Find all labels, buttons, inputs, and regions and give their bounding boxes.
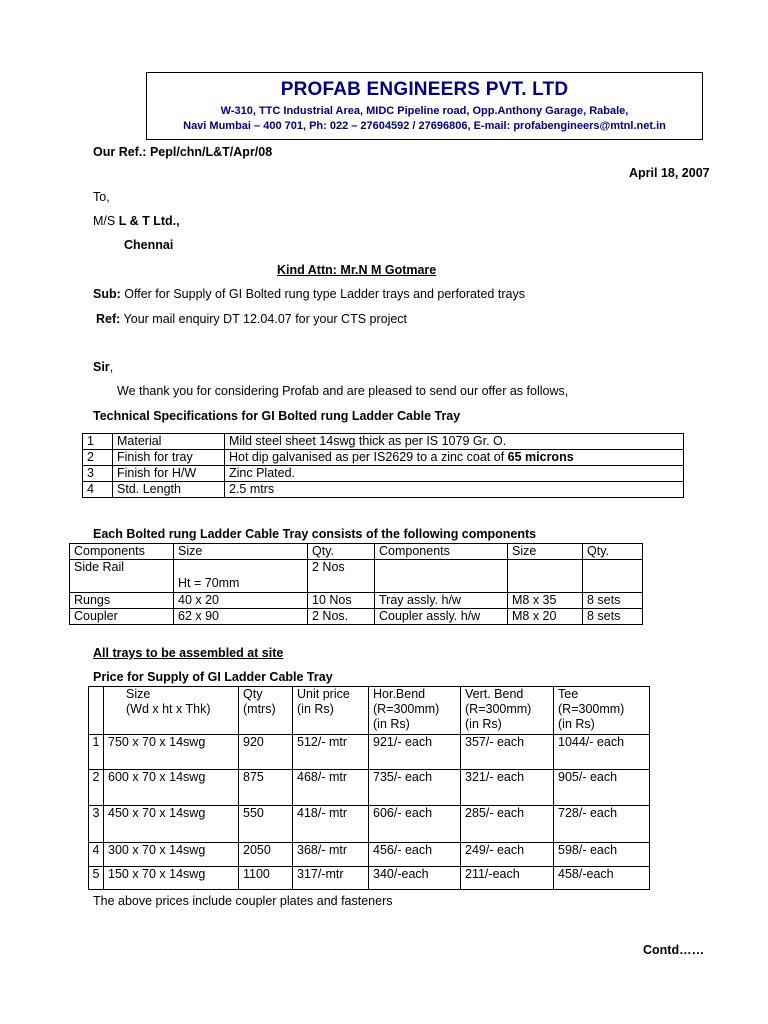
column-header: Qty.: [308, 544, 375, 560]
spec-item: Finish for tray: [113, 450, 225, 466]
vert-bend-price: 321/- each: [461, 770, 554, 806]
column-header: Size: [508, 544, 583, 560]
row-number: 5: [89, 867, 104, 890]
column-header-unit-price: [293, 687, 369, 735]
price-table: [88, 686, 650, 890]
ms-prefix: M/S: [93, 214, 119, 228]
header-line: Size: [126, 687, 151, 701]
salutation: [93, 360, 113, 374]
addressee-city: Chennai: [124, 238, 174, 252]
tray-qty: 2050: [239, 843, 293, 867]
component-name: Coupler: [70, 609, 174, 625]
component-name: Coupler assly. h/w: [375, 609, 508, 625]
column-header-no: [89, 687, 104, 735]
component-qty: 8 sets: [583, 609, 643, 625]
subject-text: Offer for Supply of GI Bolted rung type Ladder trays and perforated trays: [120, 287, 525, 301]
salutation-comma: ,: [109, 360, 114, 374]
row-number: 3: [89, 806, 104, 843]
table-row: [83, 450, 684, 466]
salutation-word: Sir: [93, 360, 110, 374]
spec-value-text: Hot dip galvanised as per IS2629 to a zinc coat of: [229, 450, 508, 464]
spec-value: [225, 482, 684, 498]
component-qty: 8 sets: [583, 593, 643, 609]
addressee-company: L & T Ltd.,: [118, 214, 180, 228]
component-name: Side Rail: [70, 560, 174, 593]
spec-no: 3: [83, 466, 113, 482]
tray-size: 600 x 70 x 14swg: [104, 770, 239, 806]
to-line: To,: [93, 190, 110, 204]
column-header: Size: [174, 544, 308, 560]
spec-no: 1: [83, 434, 113, 450]
assembly-note: All trays to be assembled at site: [93, 646, 284, 660]
row-number: 2: [89, 770, 104, 806]
letter-date: April 18, 2007: [629, 166, 710, 180]
tray-size: 300 x 70 x 14swg: [104, 843, 239, 867]
table-row: [89, 843, 650, 867]
header-line: Hor.Bend: [373, 687, 426, 701]
hor-bend-price: 340/-each: [369, 867, 461, 890]
spec-item: Finish for H/W: [113, 466, 225, 482]
component-size: M8 x 20: [508, 609, 583, 625]
header-line: (in Rs): [558, 717, 595, 731]
table-row: [83, 482, 684, 498]
header-line: (R=300mm): [373, 702, 440, 716]
column-header-vert-bend: [461, 687, 554, 735]
unit-price: 418/- mtr: [293, 806, 369, 843]
tray-qty: 920: [239, 735, 293, 770]
table-row: [70, 593, 643, 609]
hor-bend-price: 735/- each: [369, 770, 461, 806]
vert-bend-price: 249/- each: [461, 843, 554, 867]
header-line: (R=300mm): [558, 702, 625, 716]
hor-bend-price: 456/- each: [369, 843, 461, 867]
tee-price: 728/- each: [554, 806, 650, 843]
subject-line: [93, 287, 525, 301]
header-line: (in Rs): [373, 717, 410, 731]
continued-marker: Contd……: [643, 943, 705, 957]
reference-line: [96, 312, 407, 326]
header-line: Vert. Bend: [465, 687, 524, 701]
company-name: PROFAB ENGINEERS PVT. LTD: [280, 79, 569, 100]
tray-qty: 1100: [239, 867, 293, 890]
hor-bend-price: 921/- each: [369, 735, 461, 770]
vert-bend-price: 285/- each: [461, 806, 554, 843]
tray-size: 150 x 70 x 14swg: [104, 867, 239, 890]
component-size: 62 x 90: [174, 609, 308, 625]
component-size-line: Ht = 70mm: [178, 576, 240, 590]
table-row: [89, 867, 650, 890]
vert-bend-price: 211/-each: [461, 867, 554, 890]
row-number: 1: [89, 735, 104, 770]
tray-qty: 875: [239, 770, 293, 806]
header-line: (in Rs): [465, 717, 502, 731]
addressee-line: [93, 214, 180, 228]
our-ref: Our Ref.: Pepl/chn/L&T/Apr/08: [93, 145, 273, 159]
letterhead: [146, 72, 703, 140]
spec-value: [225, 434, 684, 450]
spec-value-text: 2.5 mtrs: [229, 482, 275, 496]
spec-title: Technical Specifications for GI Bolted rung Ladder Cable Tray: [93, 409, 461, 423]
component-name: Tray assly. h/w: [375, 593, 508, 609]
subject-label: Sub:: [93, 287, 121, 301]
component-qty: [583, 560, 643, 593]
spec-value: [225, 450, 684, 466]
header-line: Tee: [558, 687, 579, 701]
header-line: (R=300mm): [465, 702, 532, 716]
table-header-row: [89, 687, 650, 735]
unit-price: 512/- mtr: [293, 735, 369, 770]
spec-no: 2: [83, 450, 113, 466]
reference-label: Ref:: [96, 312, 121, 326]
column-header: Components: [375, 544, 508, 560]
table-row: [70, 560, 643, 593]
components-title: Each Bolted rung Ladder Cable Tray consists of the following components: [93, 527, 537, 541]
table-row: [89, 770, 650, 806]
column-header-qty: [239, 687, 293, 735]
header-line: (mtrs): [243, 702, 276, 716]
table-row: [83, 434, 684, 450]
header-line: Unit price: [297, 687, 350, 701]
table-row: [83, 466, 684, 482]
column-header-hor-bend: [369, 687, 461, 735]
component-qty: 2 Nos.: [308, 609, 375, 625]
column-header-size: [104, 687, 239, 735]
component-qty: 10 Nos: [308, 593, 375, 609]
component-size: [508, 560, 583, 593]
tee-price: 598/- each: [554, 843, 650, 867]
tee-price: 458/-each: [554, 867, 650, 890]
spec-no: 4: [83, 482, 113, 498]
price-title: Price for Supply of GI Ladder Cable Tray: [93, 670, 333, 684]
header-line: (in Rs): [297, 702, 334, 716]
table-row: [89, 806, 650, 843]
spec-value-text: Mild steel sheet 14swg thick as per IS 1079 Gr. O.: [229, 434, 507, 448]
spec-item: Material: [113, 434, 225, 450]
company-address-line-1: W-310, TTC Industrial Area, MIDC Pipeline road, Opp.Anthony Garage, Rabale,: [220, 105, 629, 117]
component-qty: 2 Nos: [308, 560, 375, 593]
component-name: [375, 560, 508, 593]
tray-size: 750 x 70 x 14swg: [104, 735, 239, 770]
component-name: Rungs: [70, 593, 174, 609]
unit-price: 368/- mtr: [293, 843, 369, 867]
column-header-tee: [554, 687, 650, 735]
header-line: Qty: [243, 687, 263, 701]
kind-attention: Kind Attn: Mr.N M Gotmare: [277, 263, 437, 277]
row-number: 4: [89, 843, 104, 867]
table-row: [89, 735, 650, 770]
hor-bend-price: 606/- each: [369, 806, 461, 843]
spec-value-bold: 65 microns: [507, 450, 574, 464]
spec-value: [225, 466, 684, 482]
spec-value-text: Zinc Plated.: [229, 466, 296, 480]
tee-price: 905/- each: [554, 770, 650, 806]
column-header: Components: [70, 544, 174, 560]
component-size: [174, 560, 308, 593]
company-address-line-2: Navi Mumbai – 400 701, Ph: 022 – 27604592 / 27696806, E-mail: profabengineers@mtnl.net.in: [183, 120, 666, 132]
components-table: [69, 543, 643, 625]
component-size: M8 x 35: [508, 593, 583, 609]
tray-qty: 550: [239, 806, 293, 843]
unit-price: 468/- mtr: [293, 770, 369, 806]
tee-price: 1044/- each: [554, 735, 650, 770]
table-header-row: [70, 544, 643, 560]
unit-price: 317/-mtr: [293, 867, 369, 890]
intro-paragraph: We thank you for considering Profab and are pleased to send our offer as follows,: [117, 384, 569, 398]
tray-size: 450 x 70 x 14swg: [104, 806, 239, 843]
price-note: The above prices include coupler plates and fasteners: [93, 894, 393, 908]
reference-text: Your mail enquiry DT 12.04.07 for your CTS project: [120, 312, 408, 326]
vert-bend-price: 357/- each: [461, 735, 554, 770]
header-line: (Wd x ht x Thk): [126, 702, 211, 716]
column-header: Qty.: [583, 544, 643, 560]
component-size: 40 x 20: [174, 593, 308, 609]
table-row: [70, 609, 643, 625]
spec-table: [82, 433, 684, 498]
spec-item: Std. Length: [113, 482, 225, 498]
